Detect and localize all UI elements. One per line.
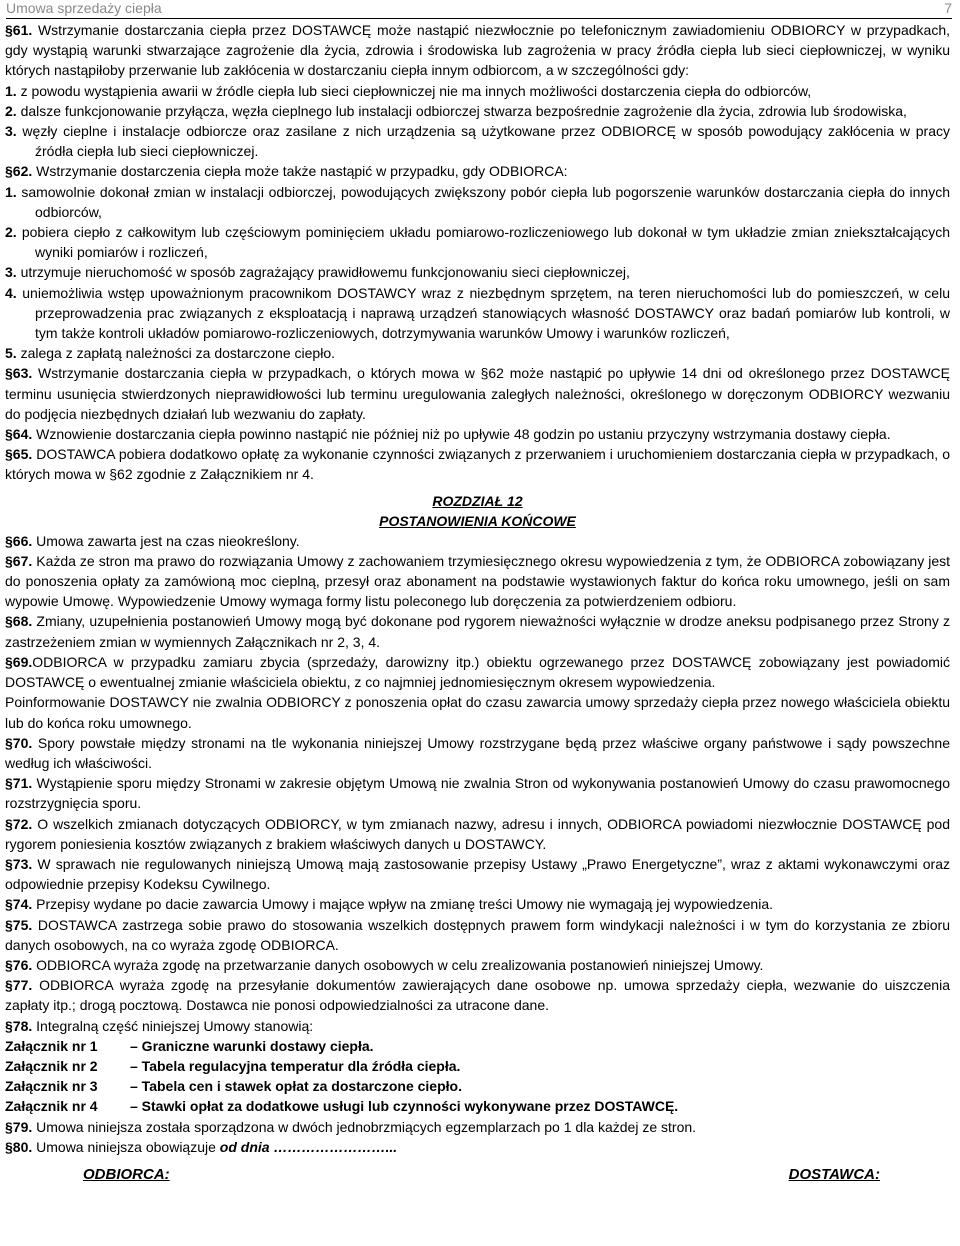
paragraph bbox=[5, 773, 950, 813]
paragraph-text: Poinformowanie DOSTAWCY nie zwalnia ODBIORCY z ponoszenia opłat do czasu zawarcia umowy sprzedaży ciepła przez nowego właściciela obiektu lub do końca roku umownego. bbox=[5, 694, 950, 731]
chapter-title: POSTANOWIENIA KOŃCOWE bbox=[379, 512, 576, 529]
paragraph bbox=[5, 551, 950, 612]
list-item bbox=[5, 222, 950, 262]
annex-item bbox=[5, 1096, 950, 1116]
paragraph bbox=[5, 733, 950, 773]
section-number: §68. bbox=[5, 613, 33, 630]
annex-label: Załącznik nr 2 bbox=[5, 1057, 98, 1074]
paragraph-text: Wznowienie dostarczania ciepła powinno nastąpić nie później niż po upływie 48 godzin po ustaniu przyczyny wstrzymania dostawy ciepła. bbox=[32, 426, 891, 443]
paragraph bbox=[5, 20, 950, 81]
list-item-text: dalsze funkcjonowanie przyłącza, węzła cieplnego lub instalacji odbiorczej stwarza bezpośrednie zagrożenie dla życia, zdrowia lub środowiska, bbox=[16, 102, 907, 119]
paragraph bbox=[5, 611, 950, 651]
paragraph bbox=[5, 652, 950, 692]
paragraph-text: Każda ze stron ma prawo do rozwiązania Umowy z zachowaniem trzymiesięcznego okresu wypowiedzenia z tym, że ODBIORCA zobowiązany jest do ponoszenia opłaty za zamówioną moc cieplną, przesył oraz abonament na podstawie wystawionych faktur do końca roku umownego, jeśli on sam wypowie Umowę. Wypowiedzenie Umowy wymaga formy listu poleconego lub doręczenia za potwierdzeniem odbioru. bbox=[5, 552, 950, 610]
paragraph-text: Wstrzymanie dostarczenia ciepła może także nastąpić w przypadku, gdy ODBIORCA: bbox=[32, 163, 568, 180]
paragraph-text: Zmiany, uzupełnienia postanowień Umowy mogą być dokonane pod rygorem nieważności wyłącznie w drodze aneksu podpisanego przez Strony z zastrzeżeniem zmian w wymiennych Załącznikach nr 2, 3, 4. bbox=[5, 613, 950, 650]
section-number: §64. bbox=[5, 426, 33, 443]
paragraph bbox=[5, 531, 950, 551]
annex-description: – Stawki opłat za dodatkowe usługi lub czynności wykonywane przez DOSTAWCĘ. bbox=[130, 1098, 679, 1115]
section-number: §75. bbox=[5, 916, 33, 933]
list-item-number: 2. bbox=[5, 102, 17, 119]
annex-description: – Tabela cen i stawek opłat za dostarczone ciepło. bbox=[130, 1078, 462, 1095]
paragraph-text: Spory powstałe między stronami na tle wykonania niniejszej Umowy rozstrzygane będą przez właściwe organy państwowe i sądy powszechne według ich właściwości. bbox=[5, 734, 950, 771]
paragraph bbox=[5, 363, 950, 424]
document-body bbox=[5, 20, 950, 1185]
paragraph bbox=[5, 161, 950, 181]
section-number: §69. bbox=[5, 653, 33, 670]
paragraph-text: ODBIORCA wyraża zgodę na przesyłanie dokumentów zawierających dane osobowe np. umowa sprzedaży ciepła, wezwanie do uiszczenia zapłaty itp.; drogą pocztową. Dostawca nie ponosi odpowiedzialności za utracone dane. bbox=[5, 977, 950, 1014]
paragraph bbox=[5, 975, 950, 1015]
paragraph bbox=[5, 915, 950, 955]
header-title: Umowa sprzedaży ciepła bbox=[6, 0, 162, 16]
list-item-number: 1. bbox=[5, 183, 17, 200]
annex-item bbox=[5, 1056, 950, 1076]
list-item-number: 3. bbox=[5, 123, 17, 140]
section-number: §78. bbox=[5, 1017, 33, 1034]
section-number: §72. bbox=[5, 815, 33, 832]
chapter-heading bbox=[5, 491, 950, 531]
list-item-number: 1. bbox=[5, 82, 17, 99]
section-number: §70. bbox=[5, 734, 33, 751]
signature-block bbox=[5, 1165, 950, 1185]
section-number: §71. bbox=[5, 775, 33, 792]
section-number: §63. bbox=[5, 365, 33, 382]
list-item bbox=[5, 81, 950, 101]
effective-date-blank: od dnia ……………………... bbox=[219, 1138, 398, 1155]
paragraph bbox=[5, 955, 950, 975]
paragraph bbox=[5, 1117, 950, 1137]
list-item bbox=[5, 121, 950, 161]
paragraph bbox=[5, 854, 950, 894]
list-item-text: pobiera ciepło z całkowitym lub częściowym pominięciem układu pomiarowo-rozliczeniowego lub dokonał w tym układzie zmian zniekształcających wyniki pomiarów i rozliczeń, bbox=[16, 224, 950, 261]
paragraph bbox=[5, 814, 950, 854]
list-item-number: 2. bbox=[5, 224, 17, 241]
list-item-number: 4. bbox=[5, 284, 17, 301]
section-number: §67. bbox=[5, 552, 33, 569]
paragraph-text: Umowa niniejsza została sporządzona w dwóch jednobrzmiących egzemplarzach po 1 dla każdej ze stron. bbox=[32, 1118, 697, 1135]
paragraph-text: W sprawach nie regulowanych niniejszą Umową mają zastosowanie przepisy Ustawy „Prawo Energetyczne”, wraz z aktami wykonawczymi oraz odpowiednie przepisy Kodeksu Cywilnego. bbox=[5, 855, 950, 893]
annex-description: – Graniczne warunki dostawy ciepła. bbox=[130, 1037, 374, 1054]
list-item-text: samowolnie dokonał zmian w instalacji odbiorczej, powodujących zwiększony pobór ciepła lub pogorszenie warunków dostarczania ciepła do innych odbiorców, bbox=[16, 183, 950, 220]
paragraph bbox=[5, 444, 950, 484]
page-number: 7 bbox=[944, 0, 952, 16]
section-number: §66. bbox=[5, 532, 33, 549]
paragraph bbox=[5, 424, 950, 444]
paragraph-text: O wszelkich zmianach dotyczących ODBIORCY, w tym zmianach nazwy, adresu i innych, ODBIORCA powiadomi niezwłocznie DOSTAWCĘ pod rygorem poniesienia kosztów związanych z brakiem właściwych danych u DOSTAWCY. bbox=[5, 815, 950, 852]
section-number: §79. bbox=[5, 1118, 33, 1135]
paragraph bbox=[5, 1137, 950, 1157]
paragraph-text: Wstrzymanie dostarczania ciepła w przypadkach, o których mowa w §62 może nastąpić po upływie 14 dni od określonego przez DOSTAWCĘ terminu usunięcia stwierdzonych nieprawidłowości lub terminu uregulowania zaległych należności, określonego w doręczonym ODBIORCY wezwaniu do podjęcia niezbędnych działań lub wezwaniu do zapłaty. bbox=[5, 365, 950, 422]
list-item-text: uniemożliwia wstęp upoważnionym pracownikom DOSTAWCY wraz z niezbędnym sprzętem, na teren nieruchomości lub do pomieszczeń, w celu przeprowadzenia prac związanych z eksploatacją i naprawą urządzeń stanowiących własność DOSTAWCY oraz badań pomiarów lub kontroli, w tym także kontroli układów pomiarowo-rozliczeniowych, dotrzymywania warunków Umowy i warunków rozliczeń, bbox=[16, 284, 950, 342]
paragraph-text: Umowa zawarta jest na czas nieokreślony. bbox=[32, 532, 300, 549]
section-number: §76. bbox=[5, 956, 33, 973]
signature-dostawca: DOSTAWCA: bbox=[788, 1165, 880, 1183]
list-item bbox=[5, 182, 950, 222]
list-item bbox=[5, 283, 950, 344]
section-number: §74. bbox=[5, 896, 33, 913]
list-item-number: 5. bbox=[5, 345, 17, 362]
paragraph bbox=[5, 1016, 950, 1036]
paragraph-text: Wystąpienie sporu między Stronami w zakresie objętym Umową nie zwalnia Stron od wykonywania postanowień Umowy do czasu prawomocnego rozstrzygnięcia sporu. bbox=[5, 775, 950, 812]
section-number: §62. bbox=[5, 163, 33, 180]
section-number: §77. bbox=[5, 977, 33, 994]
page-header bbox=[6, 0, 952, 19]
paragraph-text: Wstrzymanie dostarczania ciepła przez DOSTAWCĘ może nastąpić niezwłocznie po telefonicznym zawiadomieniu ODBIORCY w przypadkach, gdy wystąpią warunki stwarzające zagrożenie dla życia, zdrowia i środowiska lub zagrożenia w pracy źródła ciepła lub sieci ciepłowniczej, w wyniku których nastąpiłoby przerwanie lub zakłócenia w dostarczaniu ciepła innym odbiorcom, a w szczególności gdy: bbox=[5, 22, 950, 79]
annex-label: Załącznik nr 3 bbox=[5, 1078, 98, 1095]
paragraph-text: ODBIORCA wyraża zgodę na przetwarzanie danych osobowych w celu zrealizowania postanowień niniejszej Umowy. bbox=[32, 956, 764, 973]
annex-description: – Tabela regulacyjna temperatur dla źródła ciepła. bbox=[130, 1057, 461, 1074]
annex-item bbox=[5, 1076, 950, 1096]
list-item-text: z powodu wystąpienia awarii w źródle ciepła lub sieci ciepłowniczej nie ma innych możliwości dostarczenia ciepła do odbiorców, bbox=[16, 82, 812, 99]
section-number: §73. bbox=[5, 855, 33, 872]
list-item-text: zalega z zapłatą należności za dostarczone ciepło. bbox=[16, 345, 335, 362]
paragraph-text: ODBIORCA w przypadku zamiaru zbycia (sprzedaży, darowizny itp.) obiektu ogrzewanego przez DOSTAWCĘ zobowiązany jest powiadomić DOSTAWCĘ o ewentualnej zmianie właściciela obiektu, z co najmniej jednomiesięcznym okresem wypowiedzenia. bbox=[5, 653, 950, 691]
chapter-number: ROZDZIAŁ 12 bbox=[432, 492, 523, 509]
list-item bbox=[5, 343, 950, 363]
annex-label: Załącznik nr 1 bbox=[5, 1037, 98, 1054]
section-number: §80. bbox=[5, 1138, 33, 1155]
section-number: §65. bbox=[5, 446, 33, 463]
list-item-number: 3. bbox=[5, 264, 17, 281]
signature-odbiorca: ODBIORCA: bbox=[83, 1165, 170, 1183]
list-item-text: węzły cieplne i instalacje odbiorcze oraz zasilane z nich urządzenia są użytkowane przez ODBIORCĘ w sposób powodujący zakłócenia w pracy źródła ciepła lub sieci ciepłowniczej. bbox=[16, 123, 950, 160]
paragraph-text: Integralną część niniejszej Umowy stanowią: bbox=[32, 1017, 314, 1034]
paragraph-text: Umowa niniejsza obowiązuje bbox=[32, 1138, 220, 1155]
paragraph bbox=[5, 692, 950, 732]
paragraph-text: DOSTAWCA pobiera dodatkowo opłatę za wykonanie czynności związanych z przerwaniem i uruchomieniem dostarczania ciepła w przypadkach, o których mowa w §62 zgodnie z Załącznikiem nr 4. bbox=[5, 446, 950, 483]
paragraph-text: Przepisy wydane po dacie zawarcia Umowy i mające wpływ na zmianę treści Umowy nie wymagają jej wypowiedzenia. bbox=[32, 896, 773, 913]
list-item-text: utrzymuje nieruchomość w sposób zagrażający prawidłowemu funkcjonowaniu sieci ciepłowniczej, bbox=[16, 264, 630, 281]
annex-label: Załącznik nr 4 bbox=[5, 1098, 98, 1115]
section-number: §61. bbox=[5, 22, 33, 38]
paragraph-text: DOSTAWCA zastrzega sobie prawo do stosowania wszelkich dostępnych prawem form windykacji należności i w tym do korzystania ze zbioru danych osobowych, na co wyraża zgodę ODBIORCA. bbox=[5, 916, 950, 953]
list-item bbox=[5, 262, 950, 282]
paragraph bbox=[5, 894, 950, 914]
list-item bbox=[5, 101, 950, 121]
annex-item bbox=[5, 1036, 950, 1056]
